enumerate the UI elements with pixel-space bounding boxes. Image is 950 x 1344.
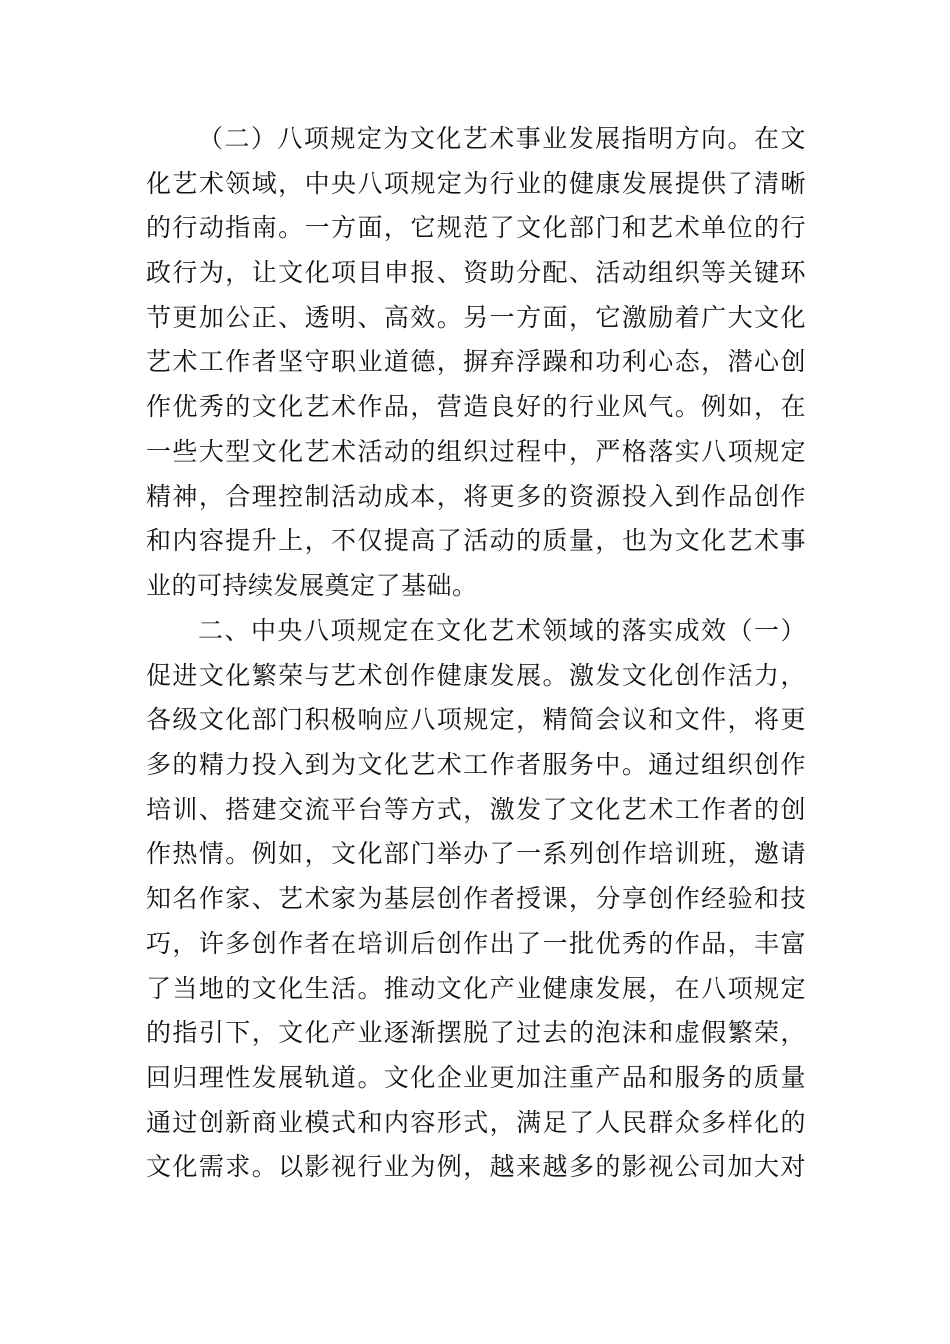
paragraph-2-line: 回归理性发展轨道。文化企业更加注重产品和服务的质量 [146, 1062, 806, 1092]
paragraph-1-line: 政行为，让文化项目申报、资助分配、活动组织等关键环 [146, 258, 806, 288]
paragraph-1-line: 业的可持续发展奠定了基础。 [146, 570, 478, 600]
paragraph-2-line: 的指引下，文化产业逐渐摆脱了过去的泡沫和虚假繁荣， [146, 1018, 806, 1048]
paragraph-2-line: 促进文化繁荣与艺术创作健康发展。激发文化创作活力， [146, 660, 806, 690]
paragraph-1-line: 节更加公正、透明、高效。另一方面，它激励着广大文化 [146, 302, 806, 332]
paragraph-1-line: （二）八项规定为文化艺术事业发展指明方向。在文 [198, 124, 806, 153]
paragraph-2-line: 作热情。例如，文化部门举办了一系列创作培训班，邀请 [146, 839, 806, 869]
paragraph-2-line: 知名作家、艺术家为基层创作者授课，分享创作经验和技 [146, 884, 806, 914]
paragraph-1-line: 一些大型文化艺术活动的组织过程中，严格落实八项规定 [146, 436, 806, 466]
paragraph-1-line: 的行动指南。一方面，它规范了文化部门和艺术单位的行 [146, 213, 806, 243]
paragraph-1-line: 作优秀的文化艺术作品，营造良好的行业风气。例如，在 [146, 392, 806, 422]
paragraph-2-line: 培训、搭建交流平台等方式，激发了文化艺术工作者的创 [146, 794, 806, 824]
paragraph-2-line: 巧，许多创作者在培训后创作出了一批优秀的作品，丰富 [146, 928, 806, 958]
paragraph-2 [146, 609, 806, 1190]
paragraph-1 [146, 117, 806, 609]
paragraph-1-line: 艺术工作者坚守职业道德，摒弃浮躁和功利心态，潜心创 [146, 347, 806, 377]
paragraph-1-line: 化艺术领域，中央八项规定为行业的健康发展提供了清晰 [146, 168, 806, 198]
paragraph-1-line: 和内容提升上，不仅提高了活动的质量，也为文化艺术事 [146, 526, 806, 556]
paragraph-2-line: 了当地的文化生活。推动文化产业健康发展，在八项规定 [146, 973, 806, 1003]
paragraph-1-line: 精神，合理控制活动成本，将更多的资源投入到作品创作 [146, 481, 806, 511]
paragraph-2-line: 多的精力投入到为文化艺术工作者服务中。通过组织创作 [146, 750, 806, 780]
paragraph-2-line: 文化需求。以影视行业为例，越来越多的影视公司加大对 [146, 1152, 806, 1182]
paragraph-2-line: 二、中央八项规定在文化艺术领域的落实成效（一） [198, 616, 806, 645]
paragraph-2-line: 通过创新商业模式和内容形式，满足了人民群众多样化的 [146, 1107, 806, 1137]
paragraph-2-line: 各级文化部门积极响应八项规定，精简会议和文件，将更 [146, 705, 806, 735]
